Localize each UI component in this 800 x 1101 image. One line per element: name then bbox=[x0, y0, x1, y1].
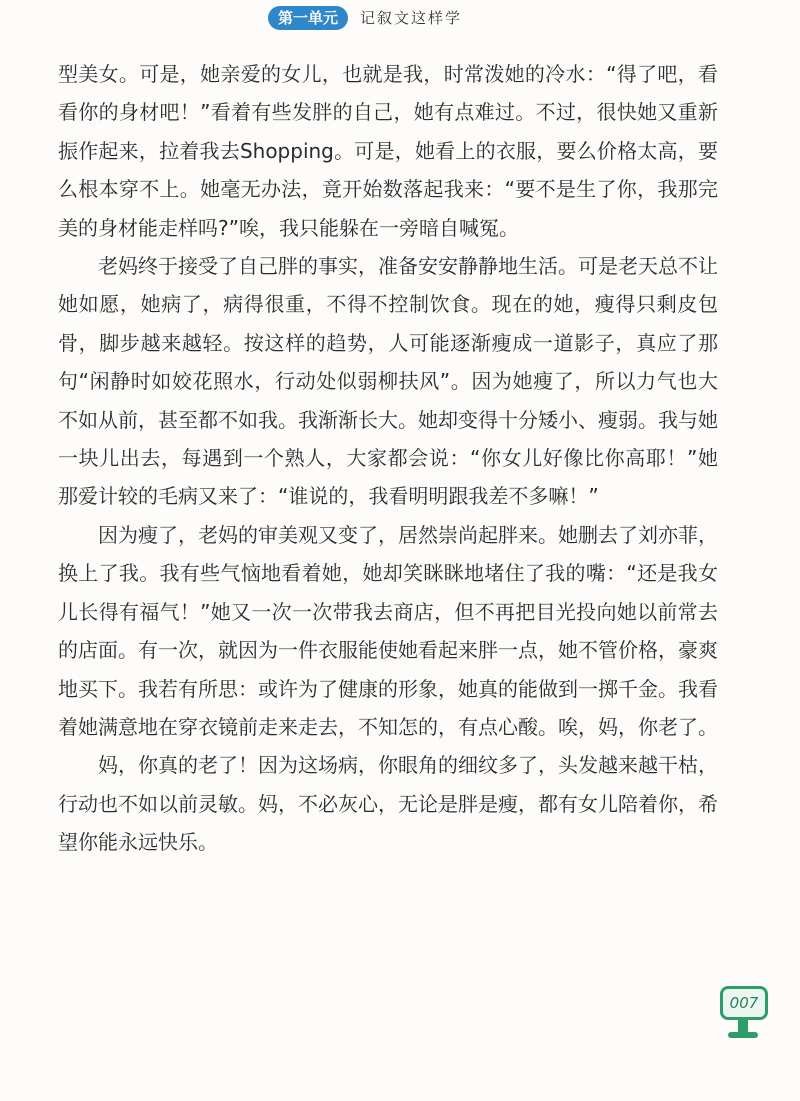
paragraph-4: 妈，你真的老了！因为这场病，你眼角的细纹多了，头发越来越干枯，行动也不如以前灵敏。妈，不必灰心，无论是胖是瘦，都有女儿陪着你，希望你能永远快乐。 bbox=[58, 753, 718, 855]
article-body bbox=[58, 55, 718, 862]
paragraph-1: 型美女。可是，她亲爱的女儿，也就是我，时常泼她的冷水：“得了吧，看看你的身材吧！”看着有些发胖的自己，她有点难过。不过，很快她又重新振作起来，拉着我去Shopping。可是，她看上的衣服，要么价格太高，要么根本穿不上。她毫无办法，竟开始数落起我来：“要不是生了你，我那完美的身材能走样吗?”唉，我只能躲在一旁暗自喊冤。 bbox=[58, 62, 718, 240]
page-header bbox=[0, 2, 800, 32]
monitor-base bbox=[728, 1032, 758, 1038]
page-number: 007 bbox=[729, 994, 759, 1012]
section-title: 记叙文这样学 bbox=[360, 9, 463, 27]
unit-badge: 第一单元 bbox=[268, 6, 348, 30]
paragraph-3: 因为瘦了，老妈的审美观又变了，居然崇尚起胖来。她删去了刘亦菲，换上了我。我有些气恼地看着她，她却笑眯眯地堵住了我的嘴：“还是我女儿长得有福气！”她又一次一次带我去商店，但不再把目光投向她以前常去的店面。有一次，就因为一件衣服能使她看起来胖一点，她不管价格，豪爽地买下。我若有所思：或许为了健康的形象，她真的能做到一掷千金。我看着她满意地在穿衣镜前走来走去，不知怎的，有点心酸。唉，妈，你老了。 bbox=[58, 522, 718, 739]
page-number-monitor-icon bbox=[720, 986, 768, 1020]
paragraph-2: 老妈终于接受了自己胖的事实，准备安安静静地生活。可是老天总不让她如愿，她病了，病得很重，不得不控制饮食。现在的她，瘦得只剩皮包骨，脚步越来越轻。按这样的趋势，人可能逐渐瘦成一道影子，真应了那句“闲静时如姣花照水，行动处似弱柳扶风”。因为她瘦了，所以力气也大不如从前，甚至都不如我。我渐渐长大。她却变得十分矮小、瘦弱。我与她一块儿出去，每遇到一个熟人，大家都会说：“你女儿好像比你高耶！”她那爱计较的毛病又来了：“谁说的，我看明明跟我差不多嘛！” bbox=[58, 254, 718, 509]
